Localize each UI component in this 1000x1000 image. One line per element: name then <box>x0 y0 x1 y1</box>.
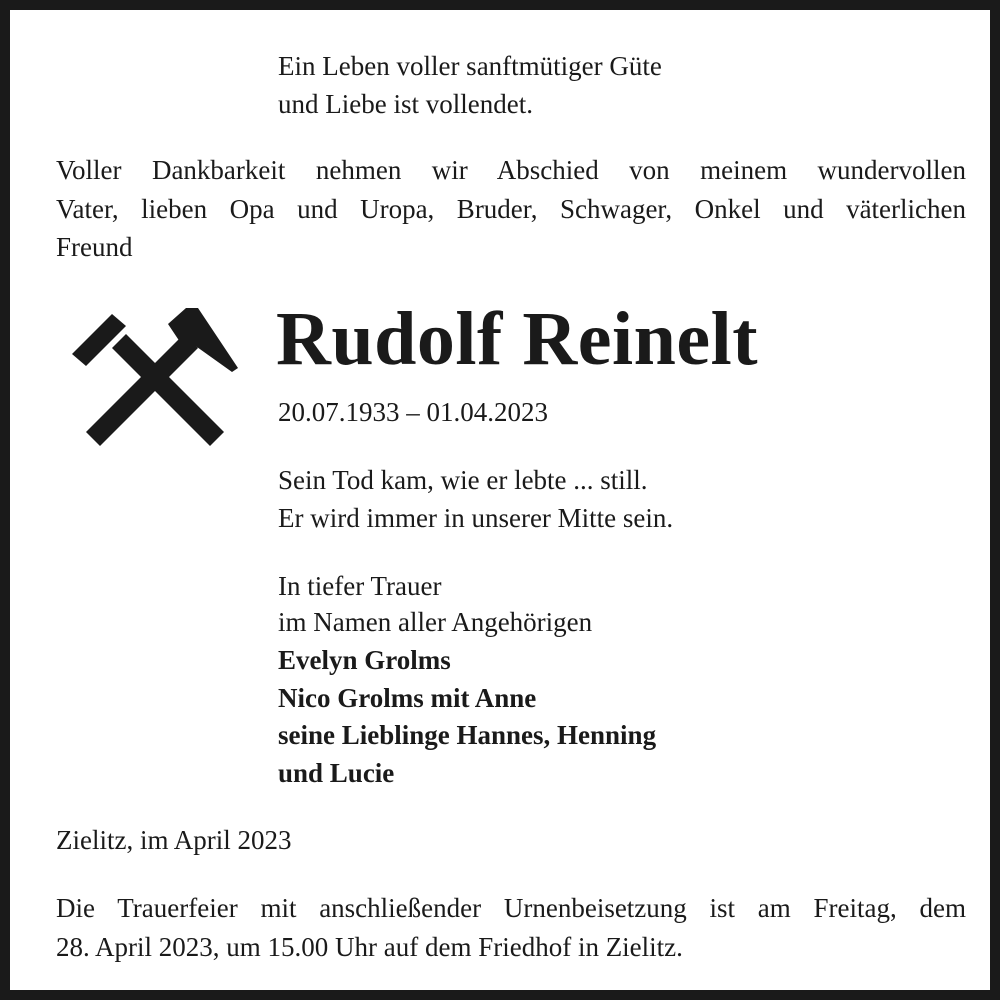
ceremony-paragraph <box>56 889 966 966</box>
life-dates: 20.07.1933 – 01.04.2023 <box>278 397 548 427</box>
deceased-name: Rudolf Reinelt <box>276 297 758 381</box>
intro-line-3: Freund <box>56 232 133 262</box>
header-quote-line-1: Ein Leben voller sanftmütiger Güte <box>278 51 662 81</box>
intro-line-1: Voller Dankbarkeit nehmen wir Abschied von meinem wundervollen <box>56 155 966 185</box>
mourner-name: Nico Grolms mit Anne <box>278 683 537 713</box>
place-date: Zielitz, im April 2023 <box>56 825 292 855</box>
crossed-hammers-icon <box>70 302 240 452</box>
mourners-intro-line-1: In tiefer Trauer <box>278 571 442 601</box>
intro-line-2: Vater, lieben Opa und Uropa, Bruder, Schwager, Onkel und väterlichen <box>56 193 966 224</box>
verse-line-1: Sein Tod kam, wie er lebte ... still. <box>278 465 648 495</box>
mourner-name: seine Lieblinge Hannes, Henning <box>278 720 657 750</box>
intro-paragraph <box>56 151 966 267</box>
header-quote-line-2: und Liebe ist vollendet. <box>278 89 533 119</box>
mourner-name: und Lucie <box>278 758 395 788</box>
ceremony-line-1: Die Trauerfeier mit anschließender Urnenbeisetzung ist am Freitag, dem <box>56 893 966 923</box>
mourner-name: Evelyn Grolms <box>278 645 451 675</box>
mourners-intro-line-2: im Namen aller Angehörigen <box>278 607 593 637</box>
ceremony-line-2: 28. April 2023, um 15.00 Uhr auf dem Friedhof in Zielitz. <box>56 931 683 962</box>
verse-line-2: Er wird immer in unserer Mitte sein. <box>278 503 674 533</box>
